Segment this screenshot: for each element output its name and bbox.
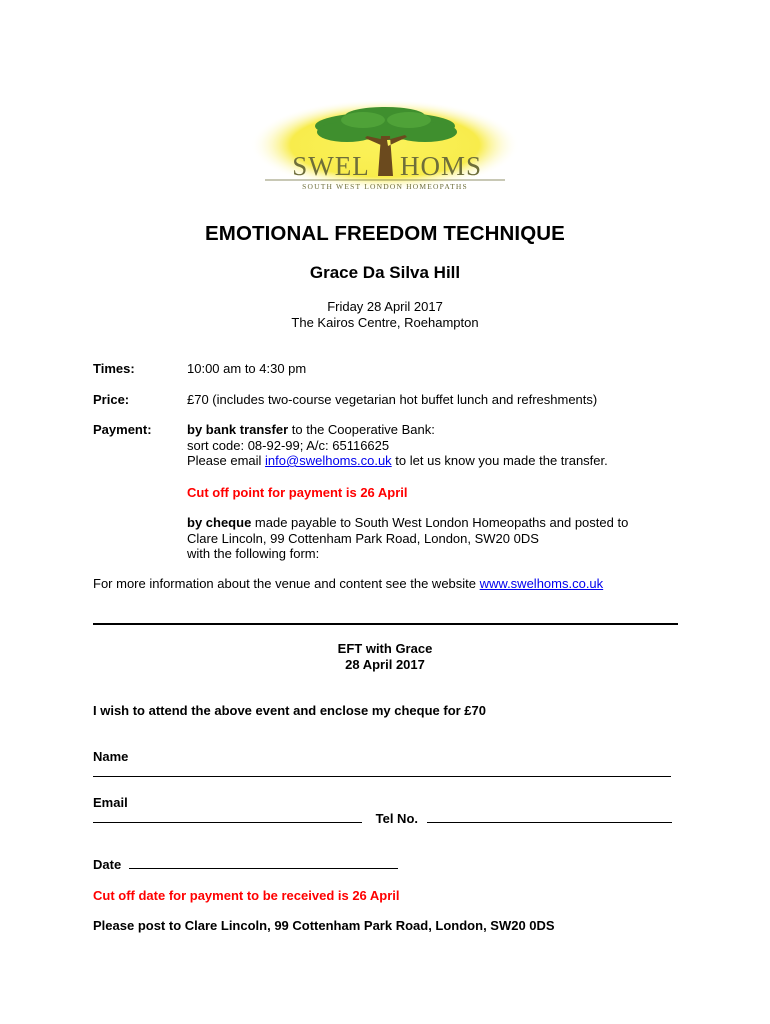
payment-label: Payment:	[93, 422, 152, 437]
name-label: Name	[93, 749, 129, 764]
tel-label: Tel No.	[375, 811, 418, 826]
bank-transfer-block	[187, 422, 687, 469]
email-suffix: to let us know you made the transfer.	[391, 453, 608, 468]
name-field[interactable]	[93, 765, 671, 777]
event-venue: The Kairos Centre, Roehampton	[291, 315, 479, 330]
more-info-line	[93, 576, 603, 591]
form-intro: I wish to attend the above event and enclose my cheque for £70	[93, 703, 486, 718]
cheque-bold: by cheque	[187, 515, 252, 530]
email-field[interactable]	[93, 811, 362, 823]
brand-left: SWEL	[292, 151, 370, 181]
price-value: £70 (includes two-course vegetarian hot buffet lunch and refreshments)	[187, 392, 598, 407]
email-prefix: Please email	[187, 453, 266, 468]
bank-transfer-bold: by bank transfer	[187, 422, 289, 437]
section-divider	[93, 623, 678, 625]
swelhoms-logo	[235, 100, 535, 200]
post-to-line: Please post to Clare Lincoln, 99 Cottenham Park Road, London, SW20 0DS	[93, 918, 555, 933]
cutoff-notice: Cut off point for payment is 26 April	[187, 485, 408, 500]
website-link[interactable]: www.swelhoms.co.uk	[479, 576, 604, 591]
form-heading: EFT with Grace	[337, 641, 433, 656]
presenter-name: Grace Da Silva Hill	[309, 263, 461, 282]
name-field-row	[93, 765, 671, 780]
price-label: Price:	[93, 392, 130, 407]
form-heading-block	[0, 641, 770, 673]
cheque-form-line: with the following form:	[187, 546, 320, 561]
cheque-rest: made payable to South West London Homeopaths and posted to	[251, 515, 629, 530]
date-label: Date	[93, 857, 122, 872]
date-row	[93, 857, 398, 872]
email-label: Email	[93, 795, 128, 810]
page-title: EMOTIONAL FREEDOM TECHNIQUE	[205, 222, 565, 245]
times-value: 10:00 am to 4:30 pm	[187, 361, 307, 376]
date-field[interactable]	[129, 857, 398, 869]
cheque-block	[187, 515, 687, 562]
brand-tagline: SOUTH WEST LONDON HOMEOPATHS	[302, 182, 468, 191]
times-label: Times:	[93, 361, 135, 376]
event-date: Friday 28 April 2017	[327, 299, 443, 314]
bank-transfer-rest: to the Cooperative Bank:	[288, 422, 435, 437]
event-info	[0, 299, 770, 331]
cheque-address: Clare Lincoln, 99 Cottenham Park Road, London, SW20 0DS	[187, 530, 539, 546]
bank-transfer-line	[187, 422, 687, 438]
cheque-line	[187, 515, 687, 531]
email-line	[187, 453, 687, 469]
more-info-prefix: For more information about the venue and content see the website	[93, 576, 480, 591]
tel-field[interactable]	[427, 811, 672, 823]
email-tel-row	[93, 811, 672, 826]
brand-right: HOMS	[399, 151, 483, 181]
sort-code-line: sort code: 08-92-99; A/c: 65116625	[187, 437, 390, 453]
form-cutoff: Cut off date for payment to be received is 26 April	[93, 888, 400, 903]
email-link[interactable]: info@swelhoms.co.uk	[265, 453, 392, 468]
form-date: 28 April 2017	[345, 657, 425, 672]
